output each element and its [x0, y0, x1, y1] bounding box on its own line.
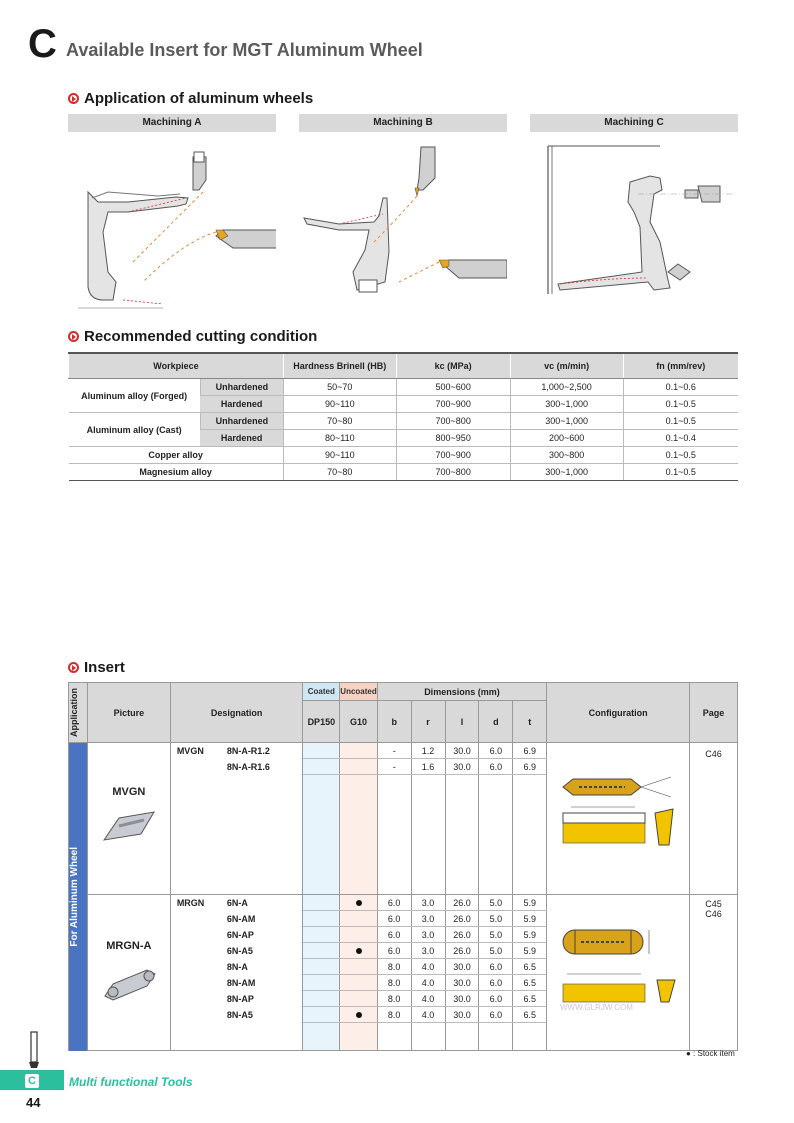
col-workpiece: Workpiece [69, 353, 284, 379]
spacer [445, 775, 479, 895]
cell-uncoated [340, 1007, 377, 1023]
dim-r: r [411, 701, 445, 743]
cell-r: 3.0 [411, 943, 445, 959]
cell-coated [303, 943, 340, 959]
cell-uncoated [340, 911, 377, 927]
cell-d: 6.0 [479, 743, 513, 759]
cell-d: 5.0 [479, 911, 513, 927]
machining-b-title: Machining B [299, 114, 507, 132]
cell-l: 30.0 [445, 743, 479, 759]
grade-dp150: DP150 [303, 701, 340, 743]
machining-panel-a [68, 114, 276, 317]
bullet-arrow-icon [68, 331, 79, 342]
cell-vc: 1,000~2,500 [510, 379, 623, 396]
cell-r: 3.0 [411, 927, 445, 943]
cell-l: 30.0 [445, 959, 479, 975]
cell-b: 8.0 [377, 975, 411, 991]
cell-fn: 0.1~0.5 [623, 396, 738, 413]
workpiece-group: Magnesium alloy [69, 464, 284, 481]
cell-coated [303, 895, 340, 911]
spacer [170, 775, 303, 895]
page-link[interactable]: C46 [705, 909, 722, 919]
conditions-heading [68, 328, 317, 345]
mrgn-insert-image [99, 962, 159, 1002]
machining-panel-c [530, 114, 738, 317]
footer-section-title: Multi functional Tools [69, 1075, 193, 1089]
cell-l: 30.0 [445, 975, 479, 991]
cell-l: 26.0 [445, 895, 479, 911]
col-uncoated: Uncoated [340, 683, 377, 701]
cell-b: 8.0 [377, 959, 411, 975]
cell-r: 4.0 [411, 1007, 445, 1023]
page-number: 44 [26, 1095, 41, 1110]
tool-holder-icon [26, 1030, 42, 1070]
spacer [445, 1023, 479, 1051]
cell-kc: 700~900 [396, 396, 510, 413]
machining-a-illustration [68, 132, 276, 312]
col-designation: Designation [170, 683, 303, 743]
table-row [69, 464, 739, 481]
cell-coated [303, 975, 340, 991]
mrgn-picture-label: MRGN-A [106, 940, 152, 952]
cell-t: 6.5 [513, 1007, 547, 1023]
cell-b: 6.0 [377, 911, 411, 927]
stock-item-note: ● : Stock item [686, 1049, 735, 1058]
application-heading [68, 90, 313, 107]
cell-t: 6.9 [513, 743, 547, 759]
cell-kc: 800~950 [396, 430, 510, 447]
cell-d: 5.0 [479, 943, 513, 959]
cell-t: 6.5 [513, 991, 547, 1007]
cell-hb: 70~80 [283, 413, 396, 430]
cell-r: 1.6 [411, 759, 445, 775]
cell-hb: 90~110 [283, 396, 396, 413]
spacer [513, 1023, 547, 1051]
cell-l: 26.0 [445, 911, 479, 927]
col-application: Application [69, 683, 88, 743]
col-coated: Coated [303, 683, 340, 701]
cell-vc: 300~1,000 [510, 413, 623, 430]
cell-r: 4.0 [411, 991, 445, 1007]
mrgn-code: 8N-AP [170, 991, 303, 1007]
cell-r: 4.0 [411, 959, 445, 975]
cell-b: 8.0 [377, 1007, 411, 1023]
cell-b: 8.0 [377, 991, 411, 1007]
cell-l: 30.0 [445, 1007, 479, 1023]
workpiece-sub: Hardened [200, 396, 283, 413]
spacer [377, 775, 411, 895]
cell-coated [303, 743, 340, 759]
mrgn-code: MRGN 6N-A [170, 895, 303, 911]
machining-a-title: Machining A [68, 114, 276, 132]
table-row [69, 413, 739, 430]
grade-g10: G10 [340, 701, 377, 743]
cell-b: 6.0 [377, 943, 411, 959]
table-header-row [69, 353, 739, 379]
dim-d: d [479, 701, 513, 743]
cell-t: 5.9 [513, 895, 547, 911]
insert-heading [68, 659, 125, 676]
stock-dot-icon [356, 948, 362, 954]
page-title: Available Insert for MGT Aluminum Wheel [66, 40, 423, 60]
col-picture: Picture [87, 683, 170, 743]
workpiece-sub: Unhardened [200, 379, 283, 396]
mrgn-picture [87, 895, 170, 1051]
mrgn-code: 8N-A [170, 959, 303, 975]
table-row [69, 743, 738, 759]
mvgn-page[interactable] [690, 743, 738, 895]
cell-d: 6.0 [479, 759, 513, 775]
cell-r: 3.0 [411, 895, 445, 911]
cell-uncoated [340, 943, 377, 959]
cell-d: 6.0 [479, 975, 513, 991]
insert-heading-text: Insert [84, 659, 125, 676]
workpiece-sub: Hardened [200, 430, 283, 447]
mrgn-code: 6N-A5 [170, 943, 303, 959]
cell-kc: 700~900 [396, 447, 510, 464]
cell-t: 6.9 [513, 759, 547, 775]
bullet-arrow-icon [68, 662, 79, 673]
cell-fn: 0.1~0.5 [623, 413, 738, 430]
cell-hb: 50~70 [283, 379, 396, 396]
table-row [69, 447, 739, 464]
cell-vc: 300~1,000 [510, 396, 623, 413]
mvgn-configuration [547, 743, 690, 895]
cell-t: 6.5 [513, 959, 547, 975]
cell-l: 26.0 [445, 943, 479, 959]
cell-uncoated [340, 927, 377, 943]
cell-coated [303, 1007, 340, 1023]
application-heading-text: Application of aluminum wheels [84, 90, 314, 107]
spacer [170, 1023, 303, 1051]
cell-b: 6.0 [377, 927, 411, 943]
cell-uncoated [340, 759, 377, 775]
cell-coated [303, 759, 340, 775]
cell-b: - [377, 743, 411, 759]
spacer [479, 775, 513, 895]
cell-t: 5.9 [513, 943, 547, 959]
stock-dot-icon [356, 900, 362, 906]
cell-d: 5.0 [479, 895, 513, 911]
watermark-text: WWW.GLRJW.COM [560, 1003, 633, 1012]
cell-uncoated [340, 975, 377, 991]
cell-t: 5.9 [513, 927, 547, 943]
mvgn-code: MVGN 8N-A-R1.2 [170, 743, 303, 759]
cell-uncoated [340, 991, 377, 1007]
dim-l: l [445, 701, 479, 743]
cell-kc: 700~800 [396, 413, 510, 430]
cell-fn: 0.1~0.4 [623, 430, 738, 447]
spacer [303, 1023, 340, 1051]
page-link[interactable]: C46 [705, 749, 722, 759]
cell-b: 6.0 [377, 895, 411, 911]
spacer [513, 775, 547, 895]
cell-fn: 0.1~0.5 [623, 464, 738, 481]
workpiece-group: Aluminum alloy (Forged) [69, 379, 201, 413]
workpiece-group: Aluminum alloy (Cast) [69, 413, 201, 447]
machining-b-illustration [299, 132, 507, 312]
mvgn-code: 8N-A-R1.6 [170, 759, 303, 775]
insert-table [68, 682, 738, 1051]
mrgn-code: 6N-AP [170, 927, 303, 943]
spacer [340, 1023, 377, 1051]
col-hardness: Hardness Brinell (HB) [283, 353, 396, 379]
cell-hb: 70~80 [283, 464, 396, 481]
machining-c-title: Machining C [530, 114, 738, 132]
insert-header-row-1 [69, 683, 738, 701]
col-vc: vc (m/min) [510, 353, 623, 379]
cell-hb: 90~110 [283, 447, 396, 464]
col-fn: fn (mm/rev) [623, 353, 738, 379]
mrgn-page[interactable] [690, 895, 738, 1051]
application-label: For Aluminum Wheel [69, 743, 88, 1051]
cutting-condition-table [68, 352, 738, 481]
cell-l: 30.0 [445, 991, 479, 1007]
cell-kc: 700~800 [396, 464, 510, 481]
cell-d: 6.0 [479, 959, 513, 975]
col-dimensions: Dimensions (mm) [377, 683, 546, 701]
cell-fn: 0.1~0.5 [623, 447, 738, 464]
cell-d: 5.0 [479, 927, 513, 943]
cell-r: 3.0 [411, 911, 445, 927]
spacer [340, 775, 377, 895]
machining-c-illustration [530, 132, 738, 312]
cell-fn: 0.1~0.6 [623, 379, 738, 396]
mrgn-configuration [547, 895, 690, 1051]
spacer [303, 775, 340, 895]
cell-d: 6.0 [479, 1007, 513, 1023]
cell-uncoated [340, 959, 377, 975]
col-kc: kc (MPa) [396, 353, 510, 379]
page-link[interactable]: C45 [705, 899, 722, 909]
spacer [411, 775, 445, 895]
cell-b: - [377, 759, 411, 775]
cell-coated [303, 991, 340, 1007]
cell-coated [303, 911, 340, 927]
cell-coated [303, 927, 340, 943]
cell-r: 4.0 [411, 975, 445, 991]
stock-dot-icon [356, 1012, 362, 1018]
spacer [377, 1023, 411, 1051]
cell-kc: 500~600 [396, 379, 510, 396]
cell-d: 6.0 [479, 991, 513, 1007]
chapter-tab[interactable]: C [0, 1070, 64, 1090]
bullet-arrow-icon [68, 93, 79, 104]
cell-t: 5.9 [513, 911, 547, 927]
cell-l: 26.0 [445, 927, 479, 943]
mvgn-picture [87, 743, 170, 895]
mrgn-code: 6N-AM [170, 911, 303, 927]
cell-t: 6.5 [513, 975, 547, 991]
mvgn-picture-label: MVGN [112, 786, 146, 798]
cell-vc: 200~600 [510, 430, 623, 447]
workpiece-group: Copper alloy [69, 447, 284, 464]
cell-r: 1.2 [411, 743, 445, 759]
spacer [479, 1023, 513, 1051]
dim-b: b [377, 701, 411, 743]
cell-vc: 300~1,000 [510, 464, 623, 481]
spacer [411, 1023, 445, 1051]
mrgn-code: 8N-A5 [170, 1007, 303, 1023]
machining-panel-b [299, 114, 507, 317]
mvgn-insert-image [99, 808, 159, 848]
chapter-letter: C [28, 22, 57, 66]
dim-t: t [513, 701, 547, 743]
cell-coated [303, 959, 340, 975]
table-row [69, 895, 738, 911]
cell-uncoated [340, 895, 377, 911]
cell-vc: 300~800 [510, 447, 623, 464]
col-page: Page [690, 683, 738, 743]
mrgn-code: 8N-AM [170, 975, 303, 991]
mvgn-configuration-drawing [553, 773, 683, 863]
cell-uncoated [340, 743, 377, 759]
table-row [69, 379, 739, 396]
conditions-heading-text: Recommended cutting condition [84, 328, 318, 345]
workpiece-sub: Unhardened [200, 413, 283, 430]
col-configuration: Configuration [547, 683, 690, 743]
cell-l: 30.0 [445, 759, 479, 775]
cell-hb: 80~110 [283, 430, 396, 447]
